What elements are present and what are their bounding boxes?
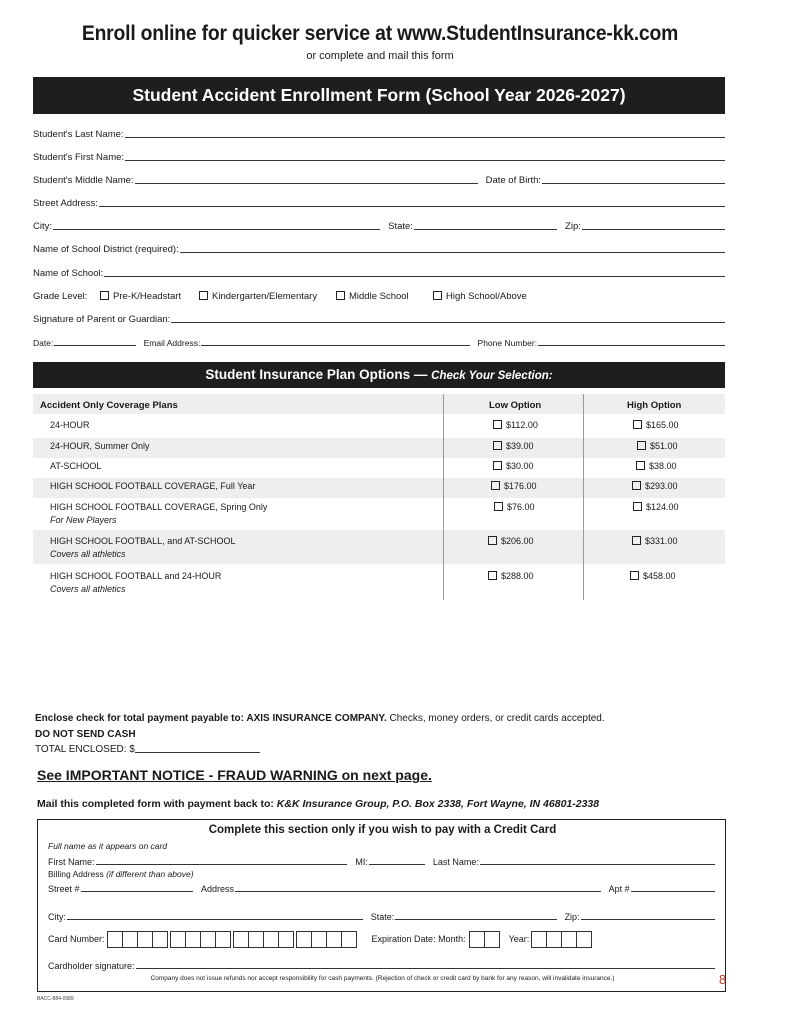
cc-street-no-field[interactable] [81,890,193,892]
high-option-checkbox[interactable]: $331.00 [632,536,678,546]
low-option-checkbox[interactable]: $288.00 [488,571,534,581]
checkbox-icon [100,291,109,300]
cc-mi-label: MI: [355,857,368,867]
plan-name: HIGH SCHOOL FOOTBALL COVERAGE, Spring Only For New Players [50,502,268,525]
checkbox-icon [199,291,208,300]
checkbox-icon [488,571,497,580]
plan-note: Covers all athletics [50,549,126,559]
cardholder-signature-field[interactable] [136,967,715,969]
middle-name-row [33,172,725,186]
date-field[interactable] [54,344,135,346]
checkbox-icon [494,502,503,511]
expiration-year-label: Year: [508,934,530,944]
cc-zip-label: Zip: [564,912,580,922]
grade-option-elementary[interactable]: Kindergarten/Elementary [199,291,336,302]
first-name-row [33,149,725,163]
card-number-group-2[interactable] [171,931,231,948]
street-row [33,195,725,209]
cc-signature-row [48,958,715,971]
grade-level-row [33,288,725,302]
cc-apt-field[interactable] [631,890,715,892]
cc-city-row [48,909,715,922]
grade-option-prek[interactable]: Pre-K/Headstart [100,291,199,302]
mail-instruction: Mail this completed form with payment back to: K&K Insurance Group, P.O. Box 2338, Fort Wayne, IN 46801-2338 [37,798,600,810]
city-field[interactable] [53,228,380,230]
refund-disclaimer: Company does not issue refunds nor accept responsibility for cash payments. (Rejection of check or credit card by bank for any reason, will invalidate insurance.) [150,975,615,982]
checkbox-icon [632,536,641,545]
plan-options-title: Student Insurance Plan Options — Check Your Selection: [33,362,725,388]
low-option-checkbox[interactable]: $112.00 [493,420,538,430]
contact-row [33,334,725,348]
school-label: Name of School: [33,268,104,279]
dob-label: Date of Birth: [485,175,542,186]
cc-address-label: Address [201,884,235,894]
cc-last-name-field[interactable] [480,863,715,865]
cc-name-row [48,854,715,867]
cc-state-field[interactable] [395,918,556,920]
dob-field[interactable] [542,182,725,184]
cc-apt-label: Apt # [608,884,630,894]
city-label: City: [33,221,52,232]
school-field[interactable] [104,275,725,277]
zip-label: Zip: [565,221,581,232]
cc-city-field[interactable] [67,918,363,920]
plan-name: 24-HOUR, Summer Only [50,441,150,451]
signature-label: Signature of Parent or Guardian: [33,314,171,325]
high-option-checkbox[interactable]: $124.00 [633,502,679,512]
checkbox-icon [491,481,500,490]
checkbox-icon [630,571,639,580]
email-field[interactable] [201,344,469,346]
last-name-field[interactable] [125,136,725,138]
expiration-year-field[interactable] [532,931,592,948]
cc-number-row [48,929,715,949]
cc-first-name-label: First Name: [48,857,95,867]
plan-name: HIGH SCHOOL FOOTBALL, and AT-SCHOOL Covers all athletics [50,536,236,559]
cc-street-no-label: Street # [48,884,80,894]
high-option-checkbox[interactable]: $458.00 [630,571,676,581]
fraud-warning-link[interactable]: See IMPORTANT NOTICE - FRAUD WARNING on next page. [37,767,432,783]
middle-name-field[interactable] [135,182,478,184]
last-name-row [33,126,725,140]
low-option-header: Low Option [489,400,542,411]
state-label: State: [388,221,413,232]
cc-address-field[interactable] [235,890,601,892]
plan-note: For New Players [50,515,117,525]
checkbox-icon [636,461,645,470]
first-name-field[interactable] [125,159,725,161]
total-enclosed-field[interactable] [135,752,260,753]
cc-first-name-field[interactable] [96,863,348,865]
total-enclosed-row [35,744,260,755]
checkbox-icon [493,461,502,470]
state-field[interactable] [414,228,557,230]
cc-zip-field[interactable] [581,918,715,920]
checkbox-icon [336,291,345,300]
checkbox-icon [488,536,497,545]
last-name-label: Student's Last Name: [33,129,124,140]
high-option-checkbox[interactable]: $293.00 [632,481,678,491]
page-number: 8 [719,972,727,987]
card-number-group-4[interactable] [297,931,357,948]
city-row [33,218,725,232]
email-label: Email Address: [143,338,201,348]
zip-field[interactable] [582,228,725,230]
checkbox-icon [632,481,641,490]
checkbox-icon [493,441,502,450]
first-name-label: Student's First Name: [33,152,125,163]
cardholder-signature-label: Cardholder signature: [48,961,135,971]
expiration-month-field[interactable] [470,931,500,948]
signature-row [33,311,725,325]
plan-name: 24-HOUR [50,420,90,430]
grade-level-label: Grade Level: [33,291,88,302]
school-row [33,265,725,279]
low-option-checkbox[interactable]: $76.00 [494,502,535,512]
plan-column-header: Accident Only Coverage Plans [40,400,178,411]
billing-address-label: Billing Address (if different than above) [48,869,194,879]
page-subline: or complete and mail this form [306,50,454,62]
plan-options-table [33,394,725,600]
high-option-checkbox[interactable]: $38.00 [636,461,677,471]
checkbox-icon [433,291,442,300]
card-number-label: Card Number: [48,934,105,944]
signature-field[interactable] [171,321,725,323]
low-option-checkbox[interactable]: $176.00 [491,481,537,491]
cc-state-label: State: [370,912,395,922]
credit-card-section [37,819,726,992]
middle-name-label: Student's Middle Name: [33,175,134,186]
no-cash-notice: DO NOT SEND CASH [35,729,136,740]
grade-option-high[interactable]: High School/Above [433,291,527,302]
district-label: Name of School District (required): [33,244,179,255]
high-option-checkbox[interactable]: $51.00 [637,441,678,451]
high-option-checkbox[interactable]: $165.00 [633,420,679,430]
low-option-checkbox[interactable]: $39.00 [493,441,534,451]
high-option-header: High Option [627,400,682,411]
checkbox-icon [637,441,646,450]
plan-name: HIGH SCHOOL FOOTBALL and 24-HOUR Covers all athletics [50,571,222,594]
page-headline: Enroll online for quicker service at www.StudentInsurance-kk.com [81,22,679,45]
low-option-checkbox[interactable]: $30.00 [493,461,534,471]
checkbox-icon [633,420,642,429]
card-number-group-3[interactable] [234,931,294,948]
form-code: BACC-884-0989 [37,996,74,1002]
expiration-month-label: Expiration Date: Month: [371,934,466,944]
plan-name: HIGH SCHOOL FOOTBALL COVERAGE, Full Year [50,481,256,491]
card-number-group-1[interactable] [108,931,168,948]
date-label: Date: [33,338,54,348]
district-row [33,241,725,255]
low-option-checkbox[interactable]: $206.00 [488,536,534,546]
grade-option-middle[interactable]: Middle School [336,291,433,302]
phone-label: Phone Number: [477,338,538,348]
checkbox-icon [493,420,502,429]
enrollment-form-title: Student Accident Enrollment Form (School Year 2026-2027) [33,77,725,114]
plan-note: Covers all athletics [50,584,126,594]
checkbox-icon [633,502,642,511]
plan-name: AT-SCHOOL [50,461,102,471]
street-field[interactable] [99,205,725,207]
full-name-note: Full name as it appears on card [48,841,168,851]
cc-address-row [48,881,715,894]
cc-mi-field[interactable] [369,863,425,865]
phone-field[interactable] [538,344,725,346]
district-field[interactable] [180,251,725,253]
payment-instruction: Enclose check for total payment payable to: AXIS INSURANCE COMPANY. Checks, money orders, or credit cards accepted. [35,713,605,724]
street-label: Street Address: [33,198,98,209]
total-enclosed-label: TOTAL ENCLOSED: $ [35,744,135,755]
credit-card-title: Complete this section only if you wish to pay with a Credit Card [208,824,557,836]
cc-city-label: City: [48,912,66,922]
cc-last-name-label: Last Name: [432,857,479,867]
